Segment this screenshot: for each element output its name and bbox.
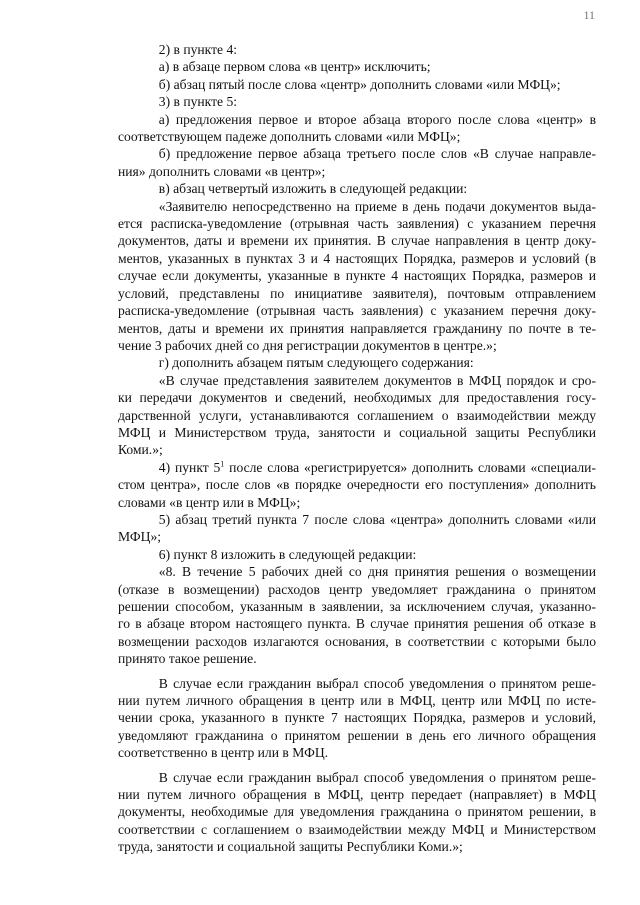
text-line: уведомляют гражданина о принятом решении в день его личного обращения: [118, 727, 596, 743]
text-line: принято такое решение.: [118, 651, 257, 667]
text-line: «Заявителю непосредственно на приеме в день подачи документов выда-: [158, 198, 596, 214]
text-line: в) абзац четвертый изложить в следующей редакции:: [158, 181, 468, 197]
text-line: труда, занятости и социальной защиты Республики Коми.»;: [118, 839, 463, 855]
text-line: соответствии с соглашением о взаимодействии между МФЦ и Министерством: [118, 821, 596, 837]
text-line: [118, 459, 596, 476]
text-line: а) предложения первое и второе абзаца второго после слова «центр» в: [158, 111, 596, 127]
text-line: ки передачи документов и сведений, необходимых для предоставления госу-: [118, 390, 596, 406]
text-line: 6) пункт 8 изложить в следующей редакции:: [158, 546, 417, 562]
text-line: (отказе в возмещении) расходов центр уведомляет гражданина о принятом: [118, 581, 596, 597]
text-line: нии путем личного обращения в центр или в МФЦ, центр или МФЦ по исте-: [118, 693, 596, 709]
text-line: МФЦ и Министерством труда, занятости и социальной защиты Республики: [118, 424, 596, 440]
text-line: г) дополнить абзацем пятым следующего содержания:: [158, 355, 474, 371]
page-number: 11: [583, 8, 595, 22]
text-line: 3) в пункте 5:: [158, 94, 238, 110]
text-line: ментов, даты и времени их принятия направляется гражданину по почте в те-: [118, 320, 596, 336]
text-fragment: 4) пункт 5: [158, 459, 221, 475]
text-line: «В случае представления заявителем документов в МФЦ порядок и сро-: [158, 372, 596, 388]
text-line: чении срока, указанного в пункте 7 настоящих Порядка, размеров и условий,: [118, 710, 596, 726]
text-line: расписка-уведомление (отрывная часть заявления) с указанием перечня доку-: [118, 303, 596, 319]
text-line: б) абзац пятый после слова «центр» дополнить словами «или МФЦ»;: [158, 76, 561, 92]
text-line: соответственно в центр или в МФЦ.: [118, 745, 329, 761]
text-line: документы, необходимые для уведомления гражданина о принятом решении, в: [118, 804, 596, 820]
text-line: чение 3 рабочих дней со дня регистрации документов в центре.»;: [118, 337, 497, 353]
text-line: б) предложение первое абзаца третьего после слов «В случае направле-: [158, 146, 596, 162]
text-line: возмещении расходов излагаются основания, в соответствии с которыми было: [118, 633, 596, 649]
text-line: условий, представлены по инициативе заявителя), почтовым отправлением: [118, 285, 596, 301]
text-line: документов, даты и времени их принятия. В случае направления в центр доку-: [118, 233, 596, 249]
text-line: стом центра», после слов «в порядке очередности его поступления» дополнить: [118, 477, 596, 493]
text-line: дарственной услуги, устанавливаются соглашением о взаимодействии между: [118, 407, 596, 423]
text-line: МФЦ»;: [118, 529, 162, 545]
text-line: го в абзаце втором настоящего пункта. В случае принятия решения об отказе в: [118, 616, 596, 632]
text-line: соответствующем падеже дополнить словами «или МФЦ»;: [118, 129, 461, 145]
document-body: [118, 41, 596, 856]
text-line: В случае если гражданин выбрал способ уведомления о принятом реше-: [158, 769, 596, 785]
superscript: 1: [220, 459, 225, 469]
text-line: «8. В течение 5 рабочих дней со дня принятия решения о возмещении: [158, 564, 596, 580]
text-line: В случае если гражданин выбрал способ уведомления о принятом реше-: [158, 675, 596, 691]
text-line: случае если документы, указанные в пункте 4 настоящих Порядка, размеров и: [118, 268, 596, 284]
text-line: ется расписка-уведомление (отрывная часть заявления) с указанием перечня: [118, 216, 596, 232]
text-line: нии путем личного обращения в МФЦ, центр передает (направляет) в МФЦ: [118, 787, 596, 803]
text-line: 2) в пункте 4:: [158, 42, 238, 57]
text-line: ментов, указанных в пунктах 3 и 4 настоящих Порядка, размеров и условий (в: [118, 250, 596, 266]
text-line: а) в абзаце первом слова «в центр» исключить;: [158, 59, 431, 75]
text-line: решении способом, указанным в заявлении, за исключением случая, указанно-: [118, 599, 596, 614]
text-line: 5) абзац третий пункта 7 после слова «центра» дополнить словами «или: [158, 511, 596, 527]
text-line: словами «в центр или в МФЦ»;: [118, 494, 301, 510]
text-line: ния» дополнить словами «в центр»;: [118, 163, 326, 179]
text-fragment: после слова «регистрируется» дополнить словами «специали-: [224, 459, 596, 475]
text-line: Коми.»;: [118, 442, 163, 458]
